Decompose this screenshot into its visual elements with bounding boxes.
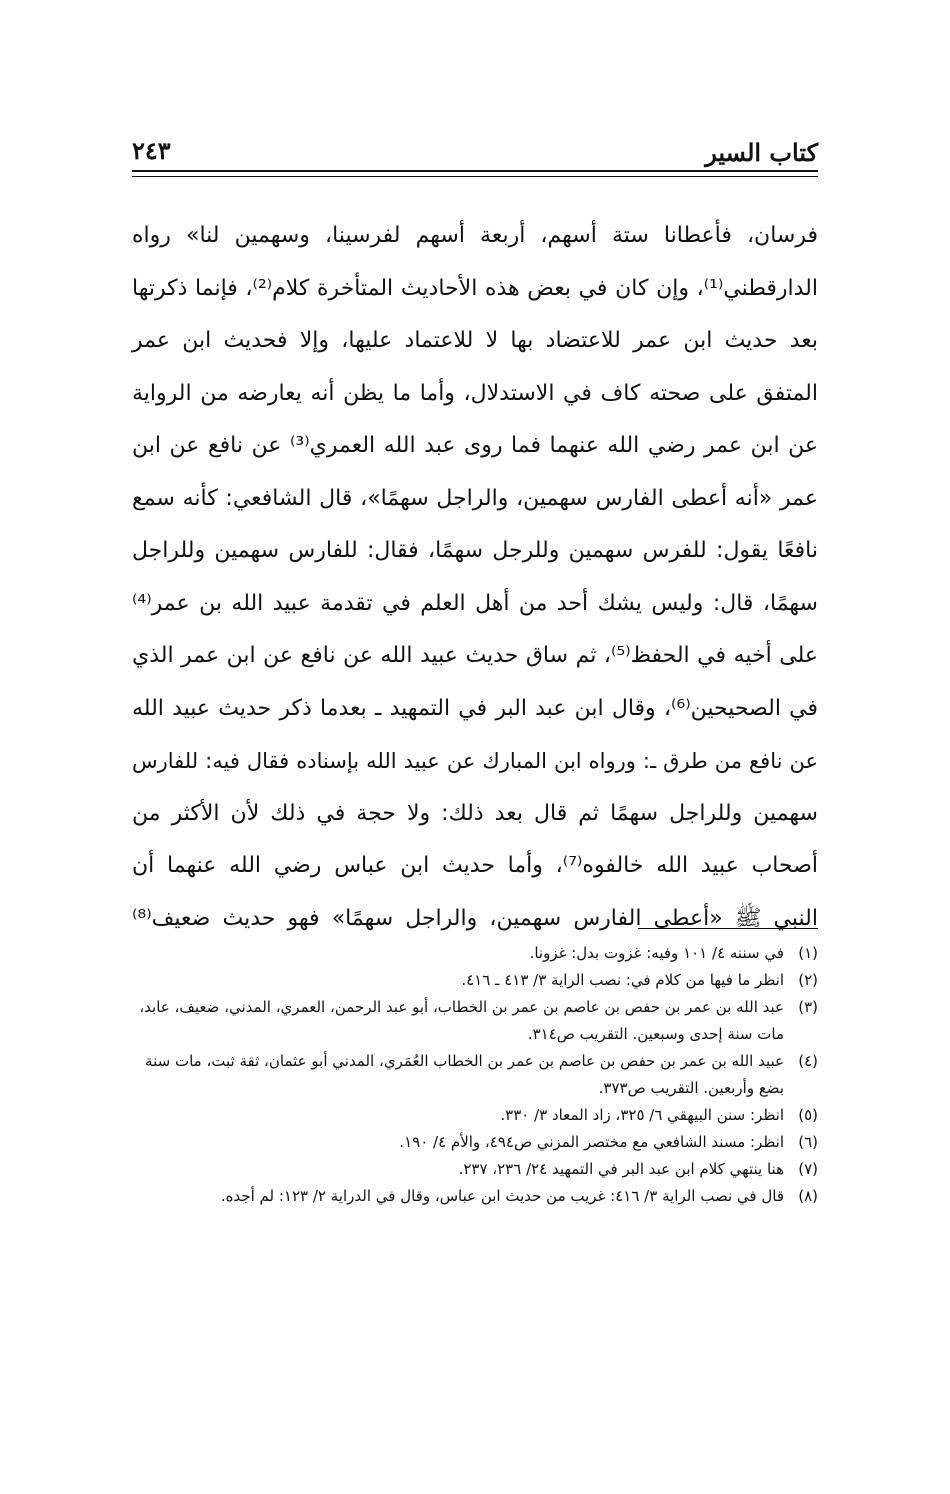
text-line: بعد حديث ابن عمر للاعتضاد بها لا للاعتماد عليها، وإلا فحديث ابن عمر	[132, 328, 818, 353]
header-rule-thin	[132, 176, 818, 177]
footnote-text: انظر: سنن البيهقي ٦/ ٣٢٥، زاد المعاد ٣/ ٣٣٠.	[500, 1106, 784, 1124]
footnote-number: (٣)	[798, 998, 818, 1016]
footnote-text: انظر: مسند الشافعي مع مختصر المزني ص٤٩٤، والأم ٤/ ١٩٠.	[399, 1133, 784, 1151]
header-rule-thick	[132, 170, 818, 172]
footnote	[132, 1048, 818, 1102]
footnote	[132, 967, 818, 994]
footnote-number: (٦)	[798, 1133, 818, 1151]
text-line: عن ابن عمر رضي الله عنهما فما روى عبد الله العمري⁽³⁾ عن نافع عن ابن	[132, 433, 818, 458]
text-line: نافعًا يقول: للفرس سهمين وللرجل سهمًا، فقال: للفارس سهمين وللراجل	[132, 538, 818, 563]
footnote-text: في سننه ٤/ ١٠١ وفيه: غزوت بدل: غزونا.	[529, 944, 784, 962]
footnote	[132, 1102, 818, 1129]
footnote	[132, 1156, 818, 1183]
footnote-text: انظر ما فيها من كلام في: نصب الراية ٣/ ٤١٣ ـ ٤١٦.	[461, 971, 784, 989]
footnote-number: (٨)	[798, 1187, 818, 1205]
running-title: كتاب السير	[705, 138, 818, 167]
text-line: النبي ﷺ «أعطى الفارس سهمين، والراجل سهمًا» فهو حديث ضعيف⁽⁸⁾	[132, 905, 818, 931]
main-text	[132, 210, 818, 945]
text-line: أصحاب عبيد الله خالفوه⁽⁷⁾، وأما حديث ابن عباس رضي الله عنهما أن	[132, 853, 819, 878]
footnote-number: (٥)	[798, 1106, 818, 1124]
page-number: ٢٤٣	[132, 136, 171, 165]
footnote-separator	[638, 928, 818, 929]
text-line: المتفق على صحته كاف في الاستدلال، وأما ما يظن أنه يعارضه من الرواية	[132, 380, 818, 406]
text-line: سهمًا، قال: وليس يشك أحد من أهل العلم في تقدمة عبيد الله بن عمر⁽⁴⁾	[132, 590, 818, 616]
footnotes	[132, 940, 818, 1210]
footnote	[132, 1129, 818, 1156]
text-line: في الصحيحين⁽⁶⁾، وقال ابن عبد البر في التمهيد ـ بعدما ذكر حديث عبيد الله	[132, 695, 819, 721]
footnote-text: هنا ينتهي كلام ابن عبد البر في التمهيد ٢٤/ ٢٣٦، ٢٣٧.	[458, 1160, 784, 1178]
text-line: عمر «أنه أعطى الفارس سهمين، والراجل سهمًا»، قال الشافعي: كأنه سمع	[132, 485, 818, 511]
page-header	[132, 128, 818, 172]
footnote	[132, 994, 818, 1048]
text-line: على أخيه في الحفظ⁽⁵⁾، ثم ساق حديث عبيد الله عن نافع عن ابن عمر الذي	[132, 643, 818, 668]
footnote-number: (١)	[798, 944, 818, 962]
footnote-number: (٤)	[798, 1052, 818, 1070]
text-line: فرسان، فأعطانا ستة أسهم، أربعة أسهم لفرسينا، وسهمين لنا» رواه	[132, 223, 818, 248]
footnote	[132, 940, 818, 967]
footnote-text: عبد الله بن عمر بن حفص بن عاصم بن عمر بن الخطاب، أبو عبد الرحمن، العمري، المدني، ضعيف، عابد، مات سنة إحدى وسبعين. التقريب ص٣١٤.	[139, 998, 784, 1043]
footnote-number: (٢)	[798, 971, 818, 989]
text-line: الدارقطني⁽¹⁾، وإن كان في بعض هذه الأحاديث المتأخرة كلام⁽²⁾، فإنما ذكرتها	[132, 275, 818, 301]
text-line: عن نافع من طرق ـ: ورواه ابن المبارك عن عبيد الله بإسناده فقال فيه: للفارس	[132, 749, 818, 773]
footnote-text: عبيد الله بن عمر بن حفص بن عاصم بن عمر بن الخطاب العُمَري، المدني أبو عثمان، ثقة ثبت، مات سنة بضع وأربعين. التقريب ص٣٧٣.	[145, 1052, 784, 1097]
text-line: سهمين وللراجل سهمًا ثم قال بعد ذلك: ولا حجة في ذلك لأن الأكثر من	[132, 800, 818, 826]
footnote-text: قال في نصب الراية ٣/ ٤١٦: غريب من حديث ابن عباس، وقال في الدراية ٢/ ١٢٣: لم أجده.	[220, 1187, 784, 1205]
footnote	[132, 1183, 818, 1210]
footnote-number: (٧)	[798, 1160, 818, 1178]
